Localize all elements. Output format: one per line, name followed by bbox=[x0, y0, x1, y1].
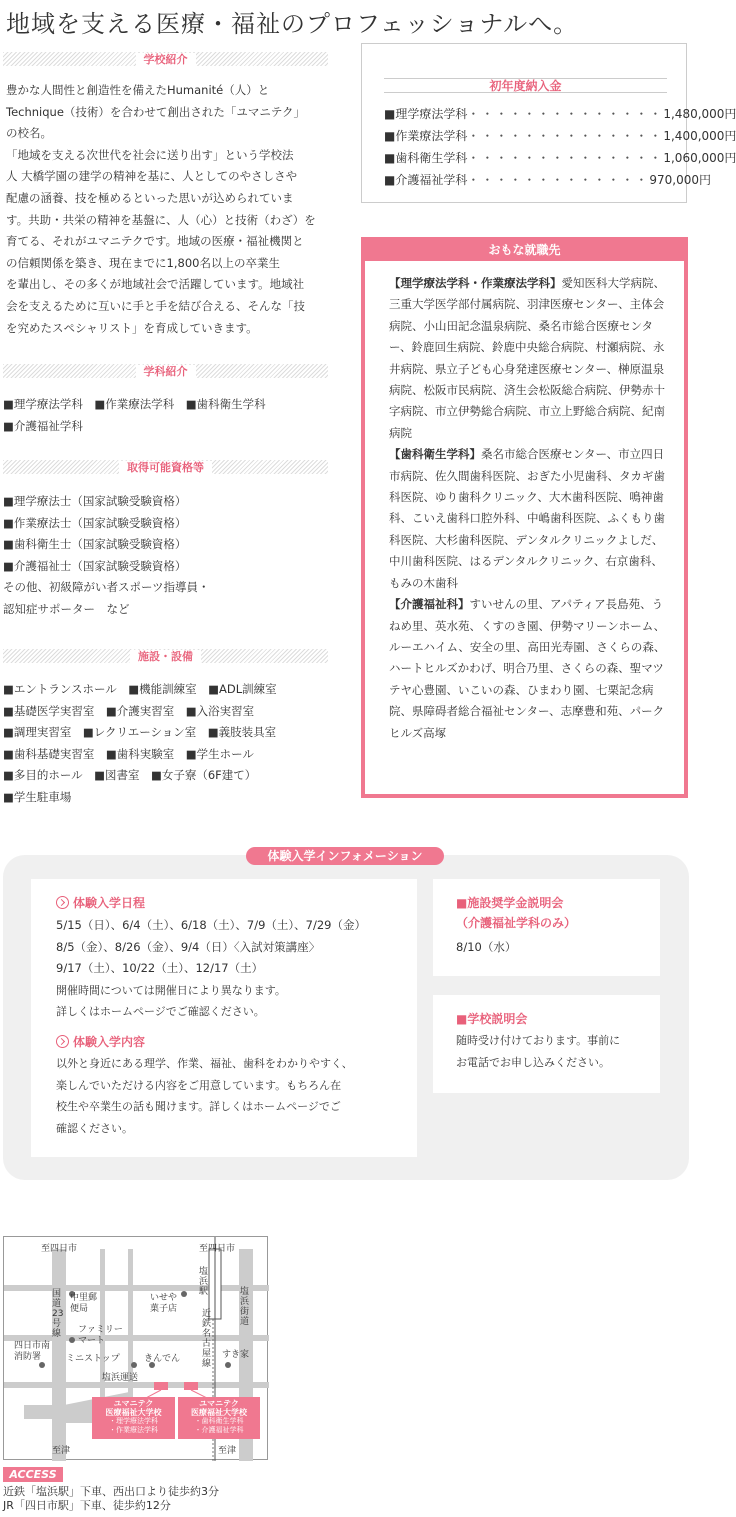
map-label: 塩浜駅 bbox=[199, 1267, 209, 1297]
schedule-title: 体験入学日程 bbox=[56, 894, 145, 911]
experience-schedule-card bbox=[31, 879, 417, 1157]
briefing-card bbox=[433, 995, 660, 1093]
map-label: 四日市南消防署 bbox=[14, 1341, 51, 1362]
scholarship-date: 8/10（水） bbox=[456, 940, 517, 954]
map-label: いせや菓子店 bbox=[150, 1293, 178, 1314]
fee-row: ■歯科衛生学科 ・・・・・・・・・・・・・・ 1,060,000円 bbox=[384, 151, 736, 165]
school-intro-heading: 学校紹介 bbox=[3, 52, 328, 66]
school-marker-right: ユマニテク 医療福祉大学校 ・歯科衛生学科 ・介護福祉学科 bbox=[178, 1397, 260, 1439]
schedule-text: 5/15（日）、6/4（土）、6/18（土）、7/9（土）、7/29（金） 8/5（金）、8/26（金）、9/4（日）〈入試対策講座〉 9/17（土）、10/22（土）、12/17（土） 開催時間については開催日により異なります。 詳しくはホームページでご確認ください。 bbox=[56, 918, 366, 1019]
jobs-text bbox=[389, 273, 673, 744]
departments-list: ■理学療法学科 ■作業療法学科 ■歯科衛生学科 ■介護福祉学科 bbox=[3, 397, 266, 433]
arrow-circle-icon bbox=[56, 1035, 69, 1048]
qualifications-list: ■理学療法士（国家試験受験資格） ■作業療法士（国家試験受験資格） ■歯科衛生士（国家試験受験資格） ■介護福祉士（国家試験受験資格） その他、初級障がい者スポーツ指導員・ 認知症サポーター など bbox=[3, 494, 210, 616]
school-marker-left: ユマニテク 医療福祉大学校 ・理学療法学科 ・作業療法学科 bbox=[92, 1397, 175, 1439]
map-label: 至四日市 bbox=[41, 1244, 78, 1254]
page-title: 地域を支える医療・福祉のプロフェッショナルへ。 bbox=[6, 10, 579, 38]
map-label: すき家 bbox=[222, 1350, 250, 1360]
scholarship-card bbox=[433, 879, 660, 976]
map-label: 至津 bbox=[52, 1446, 71, 1456]
jobs-group-label: 【介護福祉科】 bbox=[389, 597, 470, 612]
facilities-list: ■エントランスホール ■機能訓練室 ■ADL訓練室 ■基礎医学実習室 ■介護実習室 ■入浴実習室 ■調理実習室 ■レクリエーション室 ■義肢装具室 ■歯科基礎実習室 ■歯科実験室 ■学生ホール ■多目的ホール ■図書室 ■女子寮（6F建て） ■学生駐車場 bbox=[3, 682, 277, 804]
map-label: 中里郵便局 bbox=[70, 1293, 98, 1314]
map-label: 至四日市 bbox=[199, 1244, 236, 1254]
map-label: きんでん bbox=[144, 1354, 181, 1364]
access-label: ACCESS bbox=[3, 1467, 63, 1482]
content-title: 体験入学内容 bbox=[56, 1033, 145, 1050]
map-label: 塩浜運送 bbox=[102, 1373, 139, 1383]
fee-row: ■介護福祉学科 ・・・・・・・・・・・・・ 970,000円 bbox=[384, 173, 711, 187]
map-label: 国道23号線 bbox=[52, 1289, 64, 1339]
arrow-circle-icon bbox=[56, 896, 69, 909]
map-label: ミニストップ bbox=[66, 1354, 120, 1364]
fee-row: ■作業療法学科 ・・・・・・・・・・・・・・ 1,400,000円 bbox=[384, 129, 736, 143]
qualifications-heading: 取得可能資格等 bbox=[3, 460, 328, 474]
map-label: 近鉄名古屋線 bbox=[202, 1309, 212, 1369]
jobs-group-label: 【理学療法学科・作業療法学科】 bbox=[389, 276, 562, 290]
map-label: 塩浜街道 bbox=[240, 1287, 250, 1327]
fees-heading: 初年度納入金 bbox=[384, 78, 667, 93]
access-text: 近鉄「塩浜駅」下車、西出口より徒歩約3分 JR「四日市駅」下車、徒歩約12分 bbox=[3, 1485, 219, 1512]
jobs-box bbox=[361, 237, 688, 798]
jobs-group-label: 【歯科衛生学科】 bbox=[389, 447, 481, 462]
jobs-group-text: 桑名市総合医療センター、市立四日市病院、佐久間歯科医院、おぎた小児歯科、タカギ歯科医院、ゆり歯科クリニック、大木歯科医院、鳴神歯科、こいえ歯科口腔外科、中嶋歯科医院、ふくもり歯科医院、大杉歯科医院、デンタルクリニックよしだ、中川歯科医院、はるデンタルクリニック、右京歯科、もみの木歯科 bbox=[389, 447, 665, 590]
scholarship-subtitle: （介護福祉学科のみ） bbox=[456, 916, 577, 930]
facilities-heading: 施設・設備 bbox=[3, 649, 328, 663]
briefing-title: ■学校説明会 bbox=[456, 1012, 528, 1026]
fees-box bbox=[361, 43, 736, 203]
fee-row: ■理学療法学科 ・・・・・・・・・・・・・・ 1,480,000円 bbox=[384, 107, 736, 121]
jobs-group-text: すいせんの里、アパティア長島苑、うねめ里、英水苑、くすのき園、伊勢マリーンホーム、ルーエハイム、安全の里、高田光寿園、さくらの森、ハートヒルズかわげ、明合乃里、さくらの森、聖マツテヤ心豊園、いこいの森、ひまわり園、七栗記念病院、県障碍者総合福祉センター、志摩豊和苑、パークヒルズ高塚 bbox=[389, 597, 666, 740]
content-text: 以外と身近にある理学、作業、福祉、歯科をわかりやすく、 楽しんでいただける内容をご用意しています。もちろん在 校生や卒業生の話も聞けます。詳しくはホームページでご 確認ください。 bbox=[56, 1057, 353, 1135]
access-map bbox=[3, 1236, 268, 1460]
briefing-text: 随時受け付けております。事前に お電話でお申し込みください。 bbox=[456, 1034, 621, 1069]
school-intro-text: 豊かな人間性と創造性を備えたHumanité（人）と Technique（技術）を合わせて創出された「ユマニテク」 の校名。 「地域を支える次世代を社会に送り出す」という学校法 人 大橋学園の建学の精神を基に、人としてのやさしさや 配慮の涵養、技を極めるといった思いが込められていま す。共助・共栄の精神を基盤に、人（心）と技術（わざ）を 育てる、それがユマニテクです。地域の医療・福祉機関と の信頼関係を築き、現在までに1,800名以上の卒業生 を輩出し、その多くが地域社会で活躍しています。地域社 会を支えるために互いに手と手を結び合える、そんな「技 を究めたスペシャリスト」を育成していきます。 bbox=[6, 83, 316, 335]
map-label: 至津 bbox=[218, 1446, 237, 1456]
map-label: ファミリーマート bbox=[78, 1325, 123, 1346]
departments-heading: 学科紹介 bbox=[3, 364, 328, 378]
scholarship-title: ■施設奨学金説明会 bbox=[456, 896, 564, 910]
experience-heading: 体験入学インフォメーション bbox=[246, 847, 444, 865]
jobs-group-text: 愛知医科大学病院、三重大学医学部付属病院、羽津医療センター、主体会病院、小山田記念温泉病院、桑名市総合医療センター、鈴鹿回生病院、鈴鹿中央総合病院、村瀬病院、永井病院、県立子ども心身発達医療センター、榊原温泉病院、松阪市民病院、済生会松阪総合病院、伊勢赤十字病院、市立伊勢総合病院、市立上野総合病院、紀南病院 bbox=[389, 276, 665, 440]
jobs-heading: おもな就職先 bbox=[365, 241, 684, 261]
